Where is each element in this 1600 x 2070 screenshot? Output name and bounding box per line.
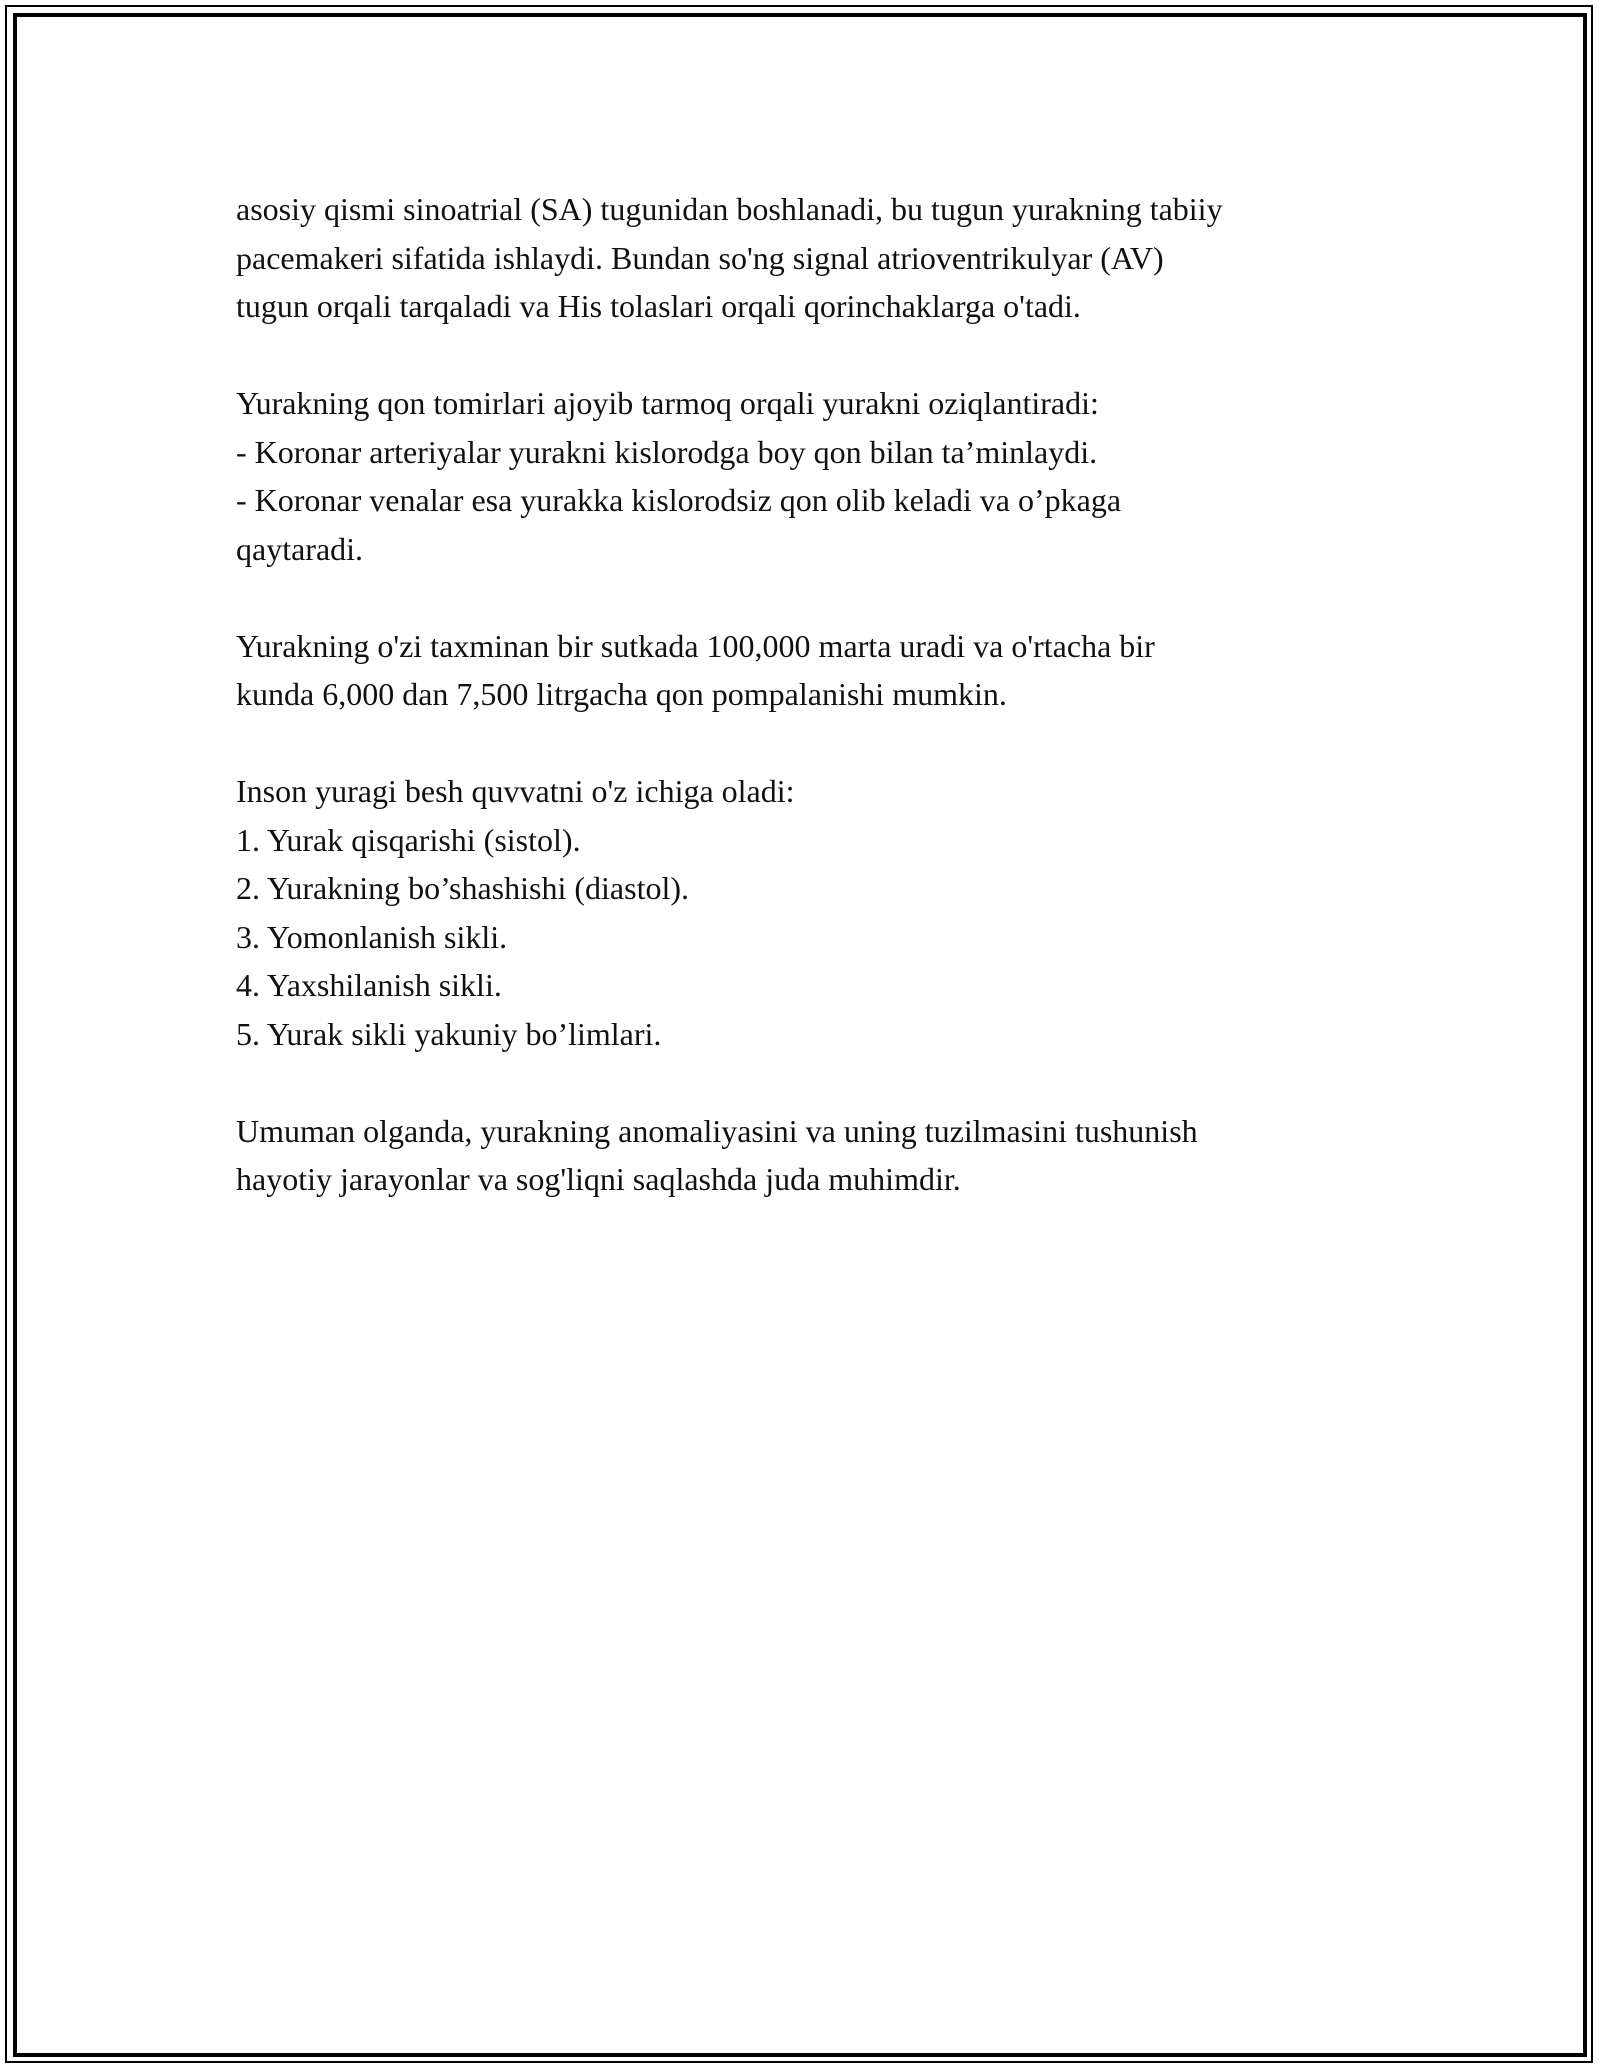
text-line: Inson yuragi besh quvvatni o'z ichiga oladi: (236, 773, 795, 809)
text-line: asosiy qismi sinoatrial (SA) tugunidan boshlanadi, bu tugun yurakning tabiiy (236, 191, 1223, 227)
paragraph-sa-node (236, 185, 1416, 331)
list-item: 3. Yomonlanish sikli. (236, 918, 508, 955)
text-line: Umuman olganda, yurakning anomaliyasini va uning tuzilmasini tushunish (236, 1112, 1198, 1149)
text-line: hayotiy jarayonlar va sog'liqni saqlashda juda muhimdir. (236, 1161, 961, 1197)
text-line: kunda 6,000 dan 7,500 litrgacha qon pompalanishi mumkin. (236, 676, 1007, 712)
paragraph-heart-phases (236, 767, 1416, 1058)
list-item: 4. Yaxshilanish sikli. (236, 967, 502, 1003)
list-item: - Koronar venalar esa yurakka kislorodsiz qon olib keladi va o’pkaga (236, 482, 1122, 518)
text-line: pacemakeri sifatida ishlaydi. Bundan so'ng signal atrioventrikulyar (AV) (236, 239, 1164, 276)
document-body (236, 185, 1416, 1252)
text-line: qaytaradi. (236, 530, 364, 567)
text-line: Yurakning qon tomirlari ajoyib tarmoq orqali yurakni oziqlantiradi: (236, 385, 1099, 421)
paragraph-blood-vessels (236, 379, 1416, 573)
paragraph-heartbeat-stats (236, 622, 1416, 719)
list-item: 5. Yurak sikli yakuniy bo’limlari. (236, 1015, 662, 1052)
list-item: 2. Yurakning bo’shashishi (diastol). (236, 870, 689, 906)
text-line: Yurakning o'zi taxminan bir sutkada 100,000 marta uradi va o'rtacha bir (236, 627, 1155, 664)
paragraph-conclusion (236, 1107, 1416, 1204)
list-item: 1. Yurak qisqarishi (sistol). (236, 821, 581, 858)
list-item: - Koronar arteriyalar yurakni kislorodga boy qon bilan ta’minlaydi. (236, 433, 1098, 470)
text-line: tugun orqali tarqaladi va His tolaslari orqali qorinchaklarga o'tadi. (236, 288, 1081, 324)
